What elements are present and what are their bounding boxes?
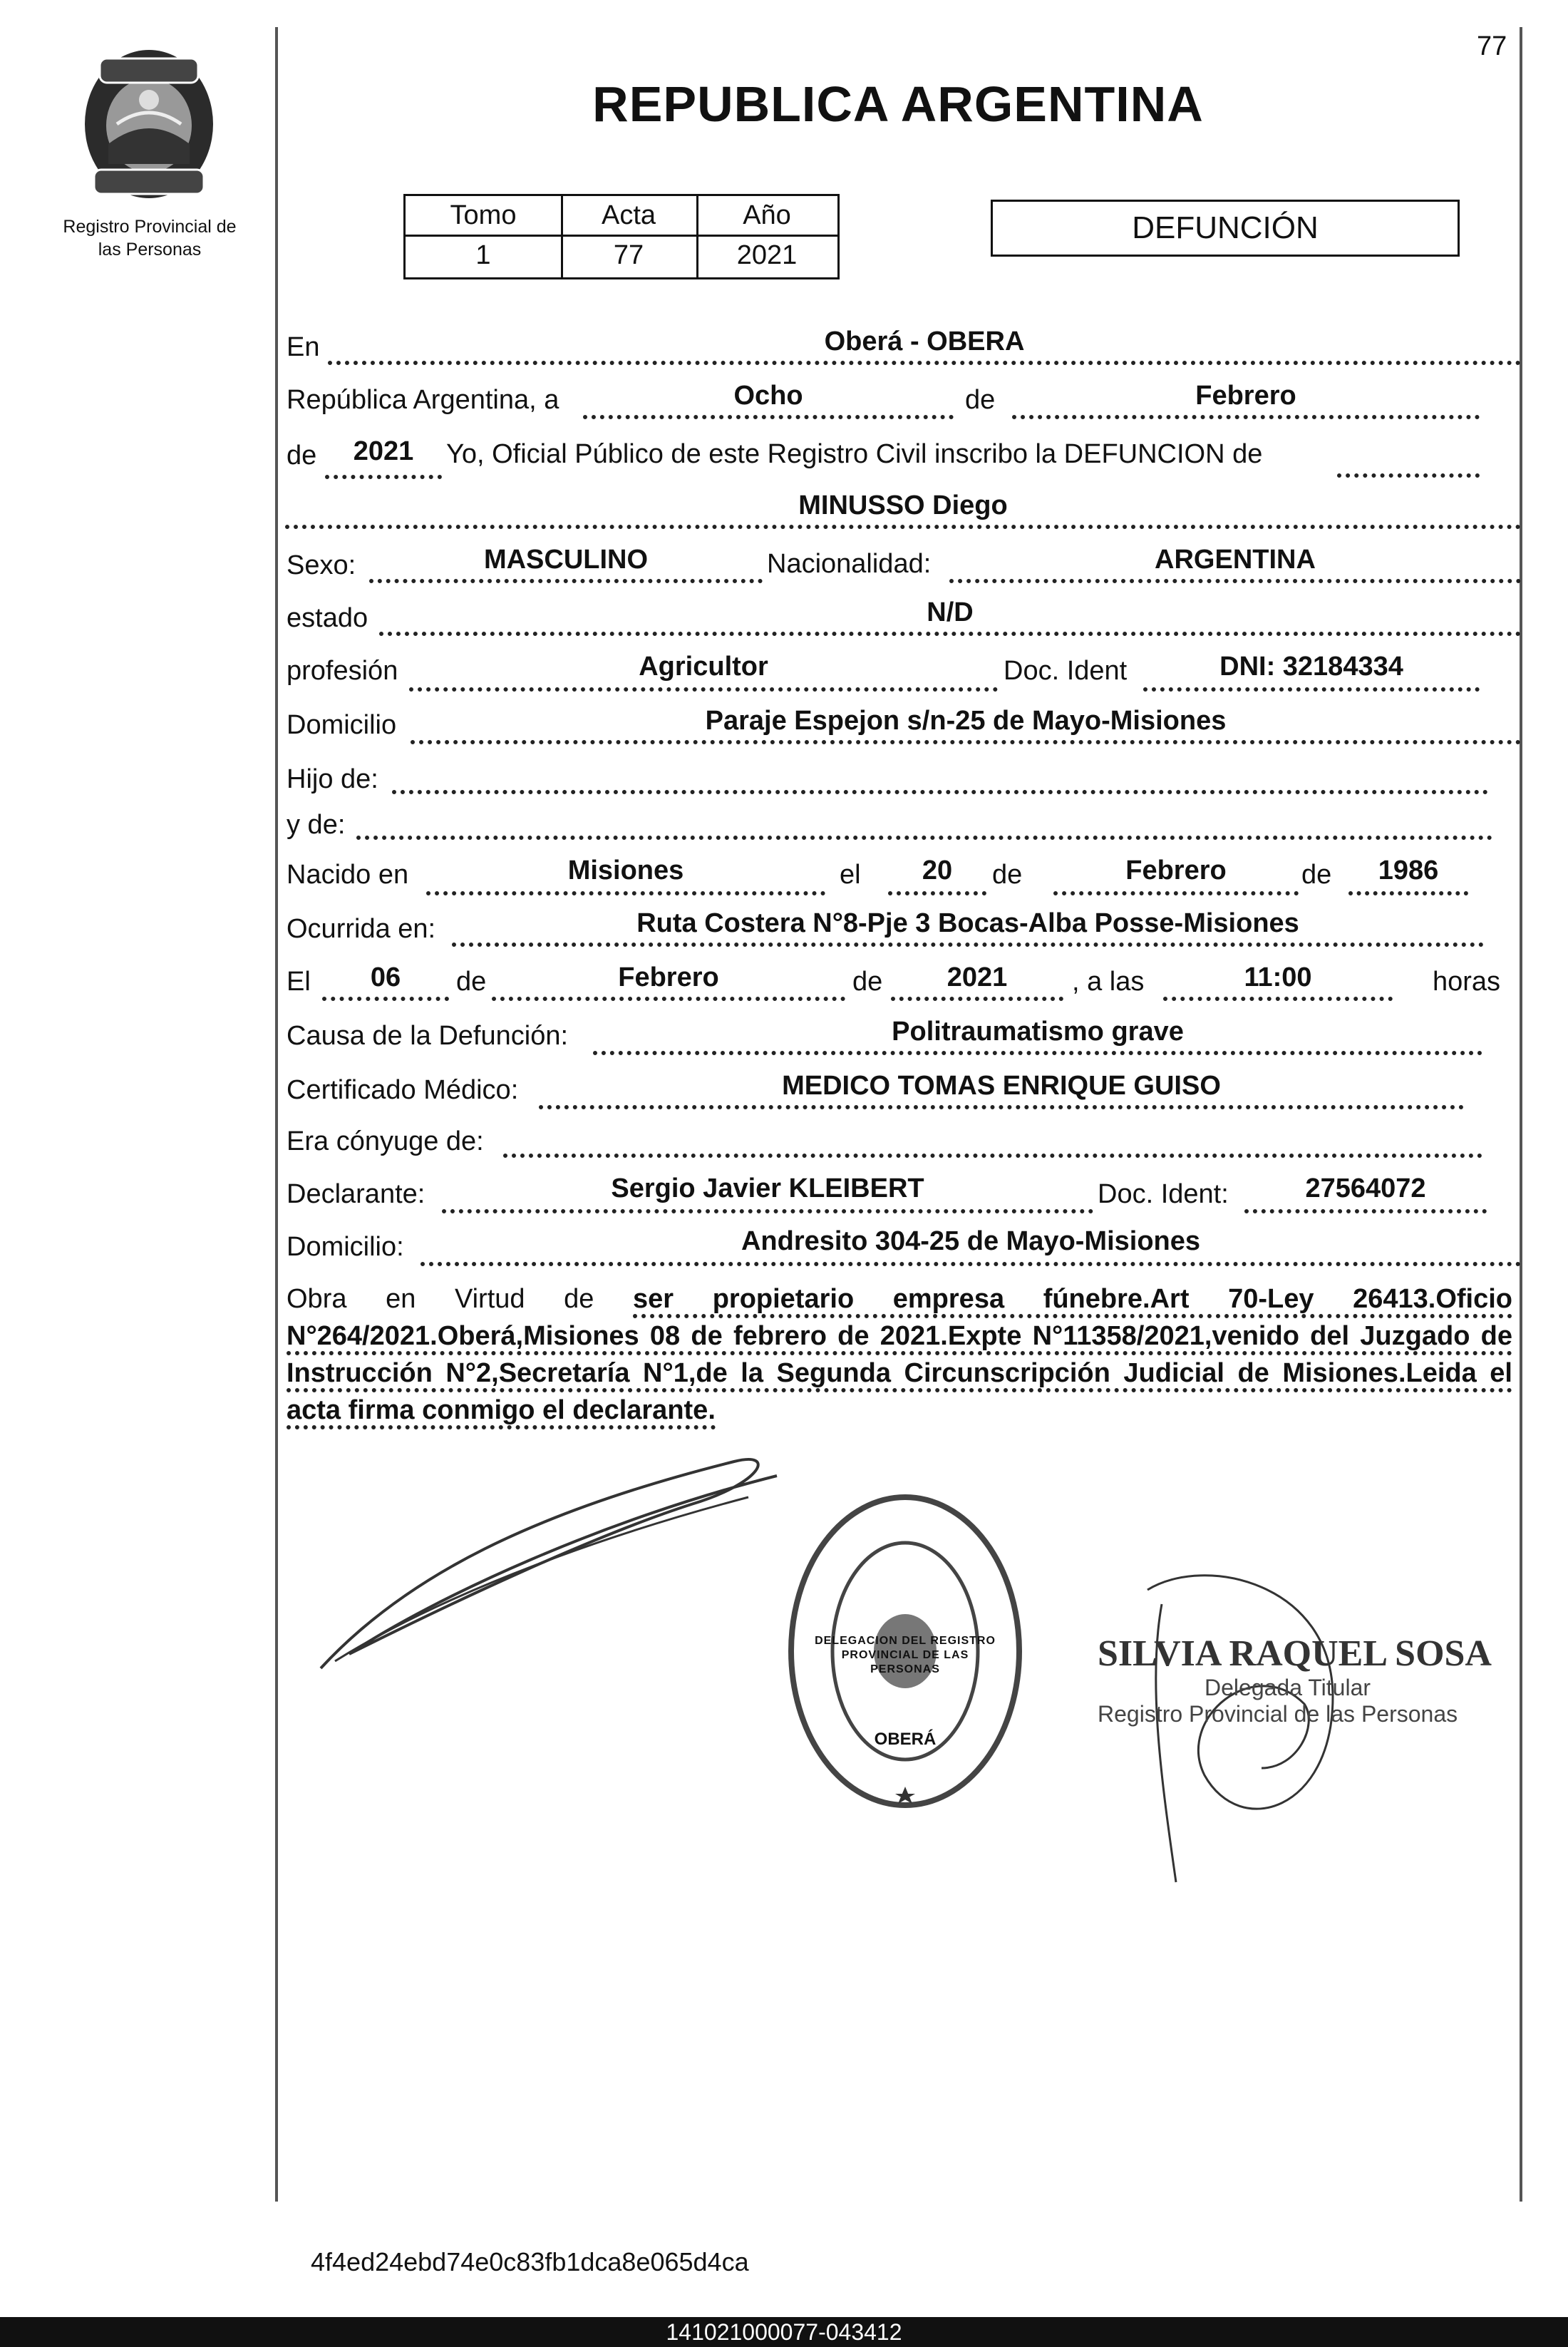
field-declarante-domicilio: Andresito 304-25 de Mayo-Misiones (741, 1226, 1201, 1256)
official-role: Delegada Titular (1205, 1675, 1371, 1700)
field-nacido-mes: Febrero (1125, 856, 1227, 885)
label-conyuge: Era cónyuge de: (287, 1126, 484, 1156)
label-yo: Yo, Oficial Público de este Registro Civil inscribo la DEFUNCION de (446, 439, 1263, 469)
document-hash: 4f4ed24ebd74e0c83fb1dca8e065d4ca (311, 2247, 749, 2276)
province-logo (74, 44, 224, 202)
label-de-4: de (1301, 860, 1332, 890)
label-de-5: de (456, 967, 487, 997)
record-type-box (991, 200, 1460, 257)
field-documento: DNI: 32184334 (1219, 652, 1403, 682)
field-fallec-dia: 06 (370, 962, 401, 992)
label-de-1: de (965, 385, 996, 415)
label-obra: Obra en Virtud de (287, 1284, 594, 1314)
table-value-acta: 77 (613, 240, 644, 270)
label-ocurrida-en: Ocurrida en: (287, 914, 436, 944)
field-ocurrida-en: Ruta Costera N°8-Pje 3 Bocas-Alba Posse-Misiones (636, 908, 1299, 938)
label-de-2: de (287, 441, 317, 471)
field-hora: 11:00 (1244, 962, 1312, 992)
handwritten-signature-icon (306, 1433, 805, 1690)
declarant-signature (306, 1433, 805, 1690)
table-header-anio: Año (743, 200, 791, 230)
field-nacionalidad: ARGENTINA (1155, 545, 1316, 575)
label-domicilio: Domicilio (287, 710, 397, 740)
field-mes: Febrero (1195, 381, 1296, 411)
misiones-shield-icon (74, 44, 224, 202)
field-profesion: Agricultor (639, 652, 768, 682)
table-value-anio: 2021 (736, 240, 798, 270)
label-sexo: Sexo: (287, 550, 356, 580)
field-declarante-doc: 27564072 (1305, 1174, 1426, 1203)
label-de-3: de (992, 860, 1023, 890)
field-nacido-anio: 1986 (1378, 856, 1439, 885)
registry-line-2: las Personas (98, 240, 202, 260)
field-fallec-anio: 2021 (947, 962, 1008, 992)
label-estado: estado (287, 603, 368, 633)
field-obra-texto: ser propietario empresa fúnebre.Art 70-Ley 26413.Oficio N°264/2021.Oberá,Misiones 08 de febrero de 2021.Expte N°11358/2021,venido del Juzgado de Instrucción N°2,Secretaría N°1,de la Segunda Circunscripción Judicial de Misiones.Leida el acta firma conmigo el declarante. (287, 1284, 1512, 1429)
field-nacido-dia: 20 (922, 856, 953, 885)
registry-line-1: Registro Provincial de (63, 217, 237, 237)
field-anio: 2021 (353, 436, 414, 466)
table-header-acta: Acta (601, 200, 656, 230)
label-domicilio-declarante: Domicilio: (287, 1232, 404, 1262)
field-domicilio: Paraje Espejon s/n-25 de Mayo-Misiones (705, 706, 1227, 736)
record-table (403, 194, 840, 279)
label-hijo-de: Hijo de: (287, 764, 378, 794)
left-margin-rule (275, 27, 278, 2202)
label-en: En (287, 332, 320, 362)
label-certificado: Certificado Médico: (287, 1075, 519, 1105)
field-fallec-mes: Febrero (618, 962, 719, 992)
field-nacido-en: Misiones (567, 856, 684, 885)
label-el: el (840, 860, 861, 890)
label-declarante: Declarante: (287, 1179, 425, 1209)
record-type: DEFUNCIÓN (1132, 210, 1319, 245)
label-de-6: de (852, 967, 883, 997)
footer-code: 141021000077-043412 (666, 2319, 902, 2345)
stamp-ring-text: DELEGACION DEL REGISTRO PROVINCIAL DE LAS PERSONAS (815, 1635, 996, 1675)
footer-bar (0, 2317, 1568, 2347)
field-lugar: Oberá - OBERA (824, 327, 1025, 356)
label-a-las: , a las (1072, 967, 1145, 997)
field-certificado: MEDICO TOMAS ENRIQUE GUISO (782, 1071, 1221, 1101)
label-nacido-en: Nacido en (287, 860, 409, 890)
official-office: Registro Provincial de las Personas (1098, 1701, 1458, 1727)
field-estado: N/D (927, 597, 974, 627)
label-el-cap: El (287, 967, 311, 997)
label-nacionalidad: Nacionalidad: (767, 549, 932, 579)
label-doc-ident-declarante: Doc. Ident: (1098, 1179, 1229, 1209)
field-nombre: MINUSSO Diego (798, 491, 1008, 520)
label-causa: Causa de la Defunción: (287, 1021, 569, 1051)
official-stamp (784, 1487, 1026, 1815)
field-dia-texto: Ocho (733, 381, 803, 411)
field-declarante: Sergio Javier KLEIBERT (611, 1174, 924, 1203)
label-republica: República Argentina, a (287, 385, 559, 415)
official-name: SILVIA RAQUEL SOSA (1098, 1633, 1492, 1674)
table-header-tomo: Tomo (450, 200, 517, 230)
official-block (1098, 1633, 1511, 1727)
table-value-tomo: 1 (475, 240, 491, 270)
stamp-city: OBERÁ (874, 1730, 937, 1749)
page-number: 77 (1477, 31, 1507, 61)
field-sexo: MASCULINO (483, 545, 649, 575)
field-causa: Politraumatismo grave (892, 1017, 1184, 1047)
page-title: REPUBLICA ARGENTINA (592, 76, 1204, 132)
registry-name (29, 215, 271, 261)
label-horas: horas (1433, 967, 1501, 997)
label-profesion: profesión (287, 656, 398, 686)
label-y-de: y de: (287, 810, 346, 840)
label-doc-ident: Doc. Ident (1004, 656, 1128, 686)
obra-paragraph (287, 1280, 1512, 1429)
